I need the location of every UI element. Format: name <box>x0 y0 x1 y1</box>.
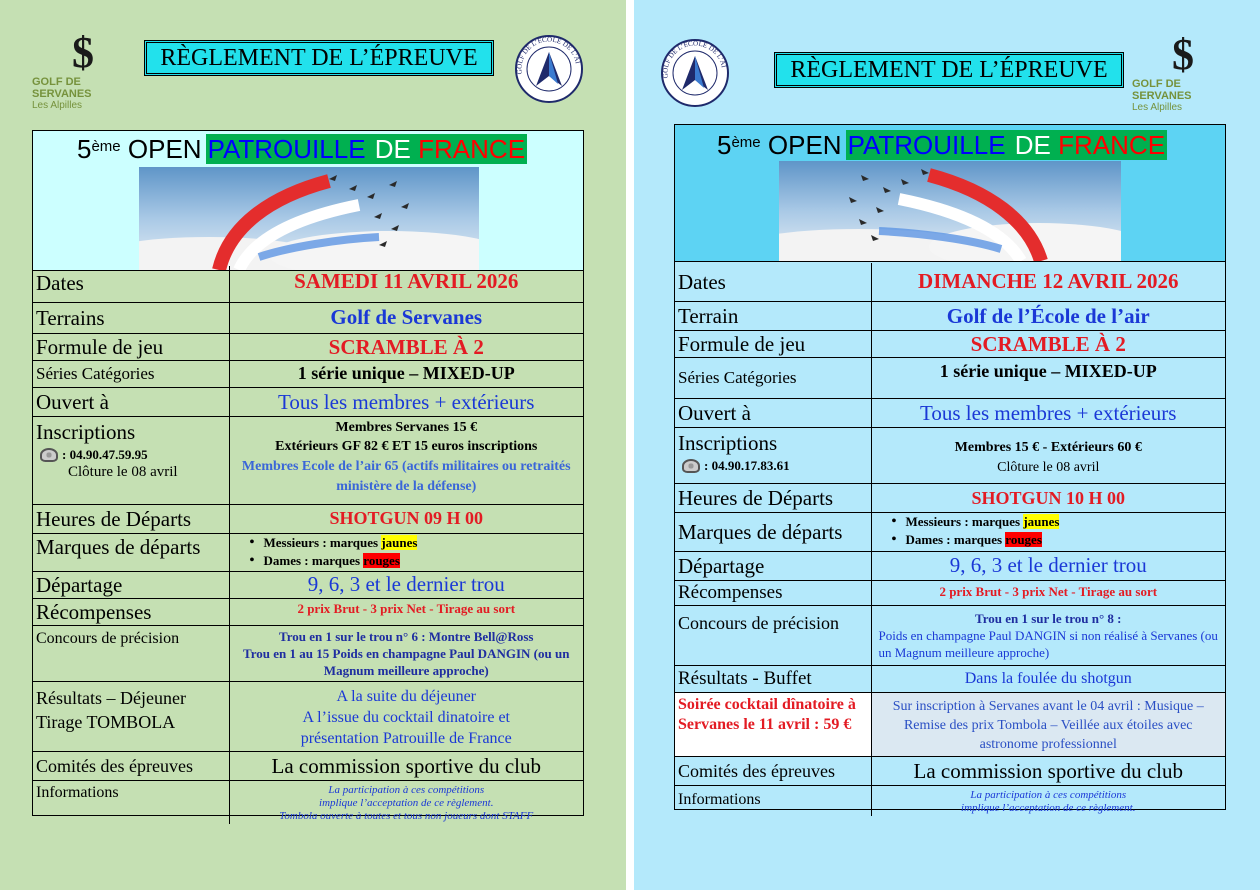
heures-label: Heures de Départs <box>36 506 192 531</box>
membres-price: Membres 15 € - Extérieurs 60 € <box>954 440 1142 455</box>
right-header-band <box>675 125 1225 262</box>
formule-label: Formule de jeu <box>678 332 806 356</box>
right-regulation-sheet <box>674 124 1226 814</box>
golf-servanes-logo-icon <box>1128 32 1238 113</box>
table-row <box>33 266 583 302</box>
table-row <box>33 504 583 533</box>
resultats-line-1: A la suite du déjeuner <box>336 687 476 705</box>
comites-label: Comités des épreuves <box>36 755 193 776</box>
terrain-label: Terrain <box>678 304 739 328</box>
departage-label: Départage <box>678 554 765 578</box>
series-label: Séries Catégories <box>678 368 797 387</box>
phone-number: : 04.90.47.59.95 <box>62 446 148 462</box>
table-row <box>675 428 1225 484</box>
marques-label: Marques de départs <box>678 520 843 544</box>
recompenses-label: Récompenses <box>678 582 783 603</box>
concours-label: Concours de précision <box>36 629 180 647</box>
ouvert-label: Ouvert à <box>678 401 751 425</box>
table-row <box>675 513 1225 552</box>
golf-s-mark: $ <box>1172 30 1194 79</box>
left-flyer <box>0 0 626 890</box>
concours-line-2: Poids en champagne Paul DANGIN si non réalisé à Servanes (ou un Magnum meilleure approche) <box>878 628 1218 660</box>
telephone-icon <box>682 459 700 473</box>
ecole-logo-text: GOLF DE L’ÉCOLE DE L’AI <box>661 39 728 79</box>
list-item: • Messieurs : marques jaunes <box>244 534 581 552</box>
marques-list <box>886 513 1223 549</box>
table-row <box>33 681 583 751</box>
golf-logo-sub: Les Alpilles <box>1132 102 1183 113</box>
table-row <box>33 625 583 681</box>
table-row <box>675 786 1225 816</box>
informations-line-1: La participation à ces compétitions <box>970 789 1127 801</box>
departage-label: Départage <box>36 572 123 597</box>
table-row <box>33 751 583 780</box>
dates-value: DIMANCHE 12 AVRIL 2026 <box>871 263 1225 302</box>
comites-value: La commission sportive du club <box>229 751 583 780</box>
formule-label: Formule de jeu <box>36 334 164 359</box>
heures-value: SHOTGUN 10 H 00 <box>871 484 1225 513</box>
terrains-label: Terrains <box>36 305 105 330</box>
golf-logo-sub: Les Alpilles <box>32 100 83 111</box>
informations-line-1: La participation à ces compétitions <box>328 783 485 796</box>
dates-label: Dates <box>36 271 84 295</box>
terrains-value: Golf de Servanes <box>229 302 583 333</box>
patrouille-photo <box>779 161 1121 261</box>
informations-line-2: implique l’acceptation de ce règlement. <box>319 796 494 809</box>
concours-line-2: Trou en 1 au 15 Poids en champagne Paul DANGIN (ou un Magnum meilleure approche) <box>243 645 570 678</box>
marques-label: Marques de départs <box>36 534 201 559</box>
formule-value: SCRAMBLE À 2 <box>871 331 1225 358</box>
concours-line-1: Trou en 1 sur le trou n° 6 : Montre Bell@Ross <box>279 628 534 644</box>
formule-value: SCRAMBLE À 2 <box>229 333 583 360</box>
departage-value: 9, 6, 3 et le dernier trou <box>229 571 583 598</box>
phone-line <box>678 458 868 474</box>
reglement-title: RÈGLEMENT DE L’ÉPREUVE <box>144 40 494 76</box>
soiree-label: Soirée cocktail dînatoire à Servanes le 11 avril : 59 € <box>678 696 856 733</box>
soiree-value: Sur inscription à Servanes avant le 04 avril : Musique – Remise des prix Tombola – Veillée aux étoiles avec astronome professionnel <box>871 693 1225 757</box>
tombola-label: Tirage TOMBOLA <box>36 711 176 732</box>
table-row <box>675 666 1225 693</box>
heures-value: SHOTGUN 09 H 00 <box>229 504 583 533</box>
patrouille-photo <box>139 167 479 270</box>
inscriptions-label: Inscriptions <box>678 431 778 455</box>
table-row <box>675 484 1225 513</box>
list-item: • Dames : marques rouges <box>244 552 581 570</box>
comites-value: La commission sportive du club <box>871 757 1225 786</box>
golf-servanes-logo-icon <box>28 30 138 111</box>
informations-label: Informations <box>36 783 119 801</box>
series-value: 1 série unique – MIXED-UP <box>871 358 1225 399</box>
right-open-title: 5ème OPEN PATROUILLE DE FRANCE <box>717 130 1166 160</box>
inscriptions-label: Inscriptions <box>36 419 136 444</box>
dates-label: Dates <box>678 270 726 294</box>
golf-s-mark: $ <box>72 28 94 77</box>
recompenses-value: 2 prix Brut - 3 prix Net - Tirage au sort <box>229 598 583 625</box>
phone-number: : 04.90.17.83.61 <box>704 458 790 473</box>
cloture-text: Clôture le 08 avril <box>68 463 178 480</box>
golf-logo-name: GOLF DE SERVANES <box>32 76 92 100</box>
membres-ecole: Membres Ecole de l’air 65 (actifs militaires ou retraités ministère de la défense) <box>241 458 571 494</box>
ouvert-value: Tous les membres + extérieurs <box>871 399 1225 428</box>
terrain-value: Golf de l’École de l’air <box>871 302 1225 331</box>
table-row <box>675 331 1225 358</box>
table-row <box>675 358 1225 399</box>
table-row <box>33 302 583 333</box>
recompenses-label: Récompenses <box>36 599 152 624</box>
left-header-band <box>33 131 583 271</box>
left-open-title: 5ème OPEN PATROUILLE DE FRANCE <box>77 134 526 164</box>
table-row <box>33 387 583 416</box>
table-row <box>675 552 1225 581</box>
series-label: Séries Catégories <box>36 363 155 383</box>
informations-line-3: Tombola ouverte à toutes et tous non joueurs dont STAFF <box>279 809 534 822</box>
table-row <box>33 533 583 571</box>
comites-label: Comités des épreuves <box>678 761 835 781</box>
heures-label: Heures de Départs <box>678 486 834 510</box>
series-value: 1 série unique – MIXED-UP <box>229 360 583 387</box>
reglement-title: RÈGLEMENT DE L’ÉPREUVE <box>774 52 1124 88</box>
ecole-de-l-air-logo-icon <box>514 34 584 104</box>
recompenses-value: 2 prix Brut - 3 prix Net - Tirage au sort <box>871 581 1225 606</box>
ecole-de-l-air-logo-icon <box>660 38 730 108</box>
table-row <box>675 302 1225 331</box>
ecole-logo-text: GOLF DE L’ÉCOLE DE L’AI <box>515 35 582 75</box>
resultats-label: Résultats – Déjeuner <box>36 687 186 708</box>
table-row <box>675 606 1225 666</box>
table-row <box>33 416 583 504</box>
list-item: • Messieurs : marques jaunes <box>886 513 1223 531</box>
right-flyer <box>634 0 1260 890</box>
ouvert-label: Ouvert à <box>36 389 109 414</box>
ouvert-value: Tous les membres + extérieurs <box>229 387 583 416</box>
dates-value: SAMEDI 11 AVRIL 2026 <box>229 266 583 302</box>
concours-line-1: Trou en 1 sur le trou n° 8 : <box>974 611 1122 626</box>
table-row <box>675 581 1225 606</box>
table-row <box>33 360 583 387</box>
left-regulation-table <box>33 266 583 824</box>
marques-list <box>244 534 581 570</box>
informations-label: Informations <box>678 791 761 808</box>
telephone-icon <box>40 448 58 462</box>
phone-line <box>36 447 226 463</box>
table-row <box>675 757 1225 786</box>
table-row <box>675 263 1225 302</box>
table-row <box>33 780 583 824</box>
list-item: • Dames : marques rouges <box>886 531 1223 549</box>
informations-line-2: implique l’acceptation de ce règlement. <box>961 802 1136 814</box>
table-row <box>33 571 583 598</box>
resultats-label: Résultats - Buffet <box>678 668 812 689</box>
resultats-value: Dans la foulée du shotgun <box>871 666 1225 693</box>
concours-label: Concours de précision <box>678 613 839 633</box>
left-regulation-sheet <box>32 130 584 822</box>
table-row <box>33 333 583 360</box>
exterieurs-price: Extérieurs GF 82 € ET 15 euros inscriptions <box>275 438 538 454</box>
table-row <box>33 598 583 625</box>
right-regulation-table <box>675 263 1225 816</box>
cloture-text: Clôture le 08 avril <box>997 460 1100 475</box>
membres-servanes: Membres Servanes 15 € <box>335 419 478 435</box>
table-row <box>675 693 1225 757</box>
resultats-line-2: A l’issue du cocktail dinatoire et présentation Patrouille de France <box>300 708 512 747</box>
golf-logo-name: GOLF DE SERVANES <box>1132 78 1192 102</box>
table-row <box>675 399 1225 428</box>
departage-value: 9, 6, 3 et le dernier trou <box>871 552 1225 581</box>
